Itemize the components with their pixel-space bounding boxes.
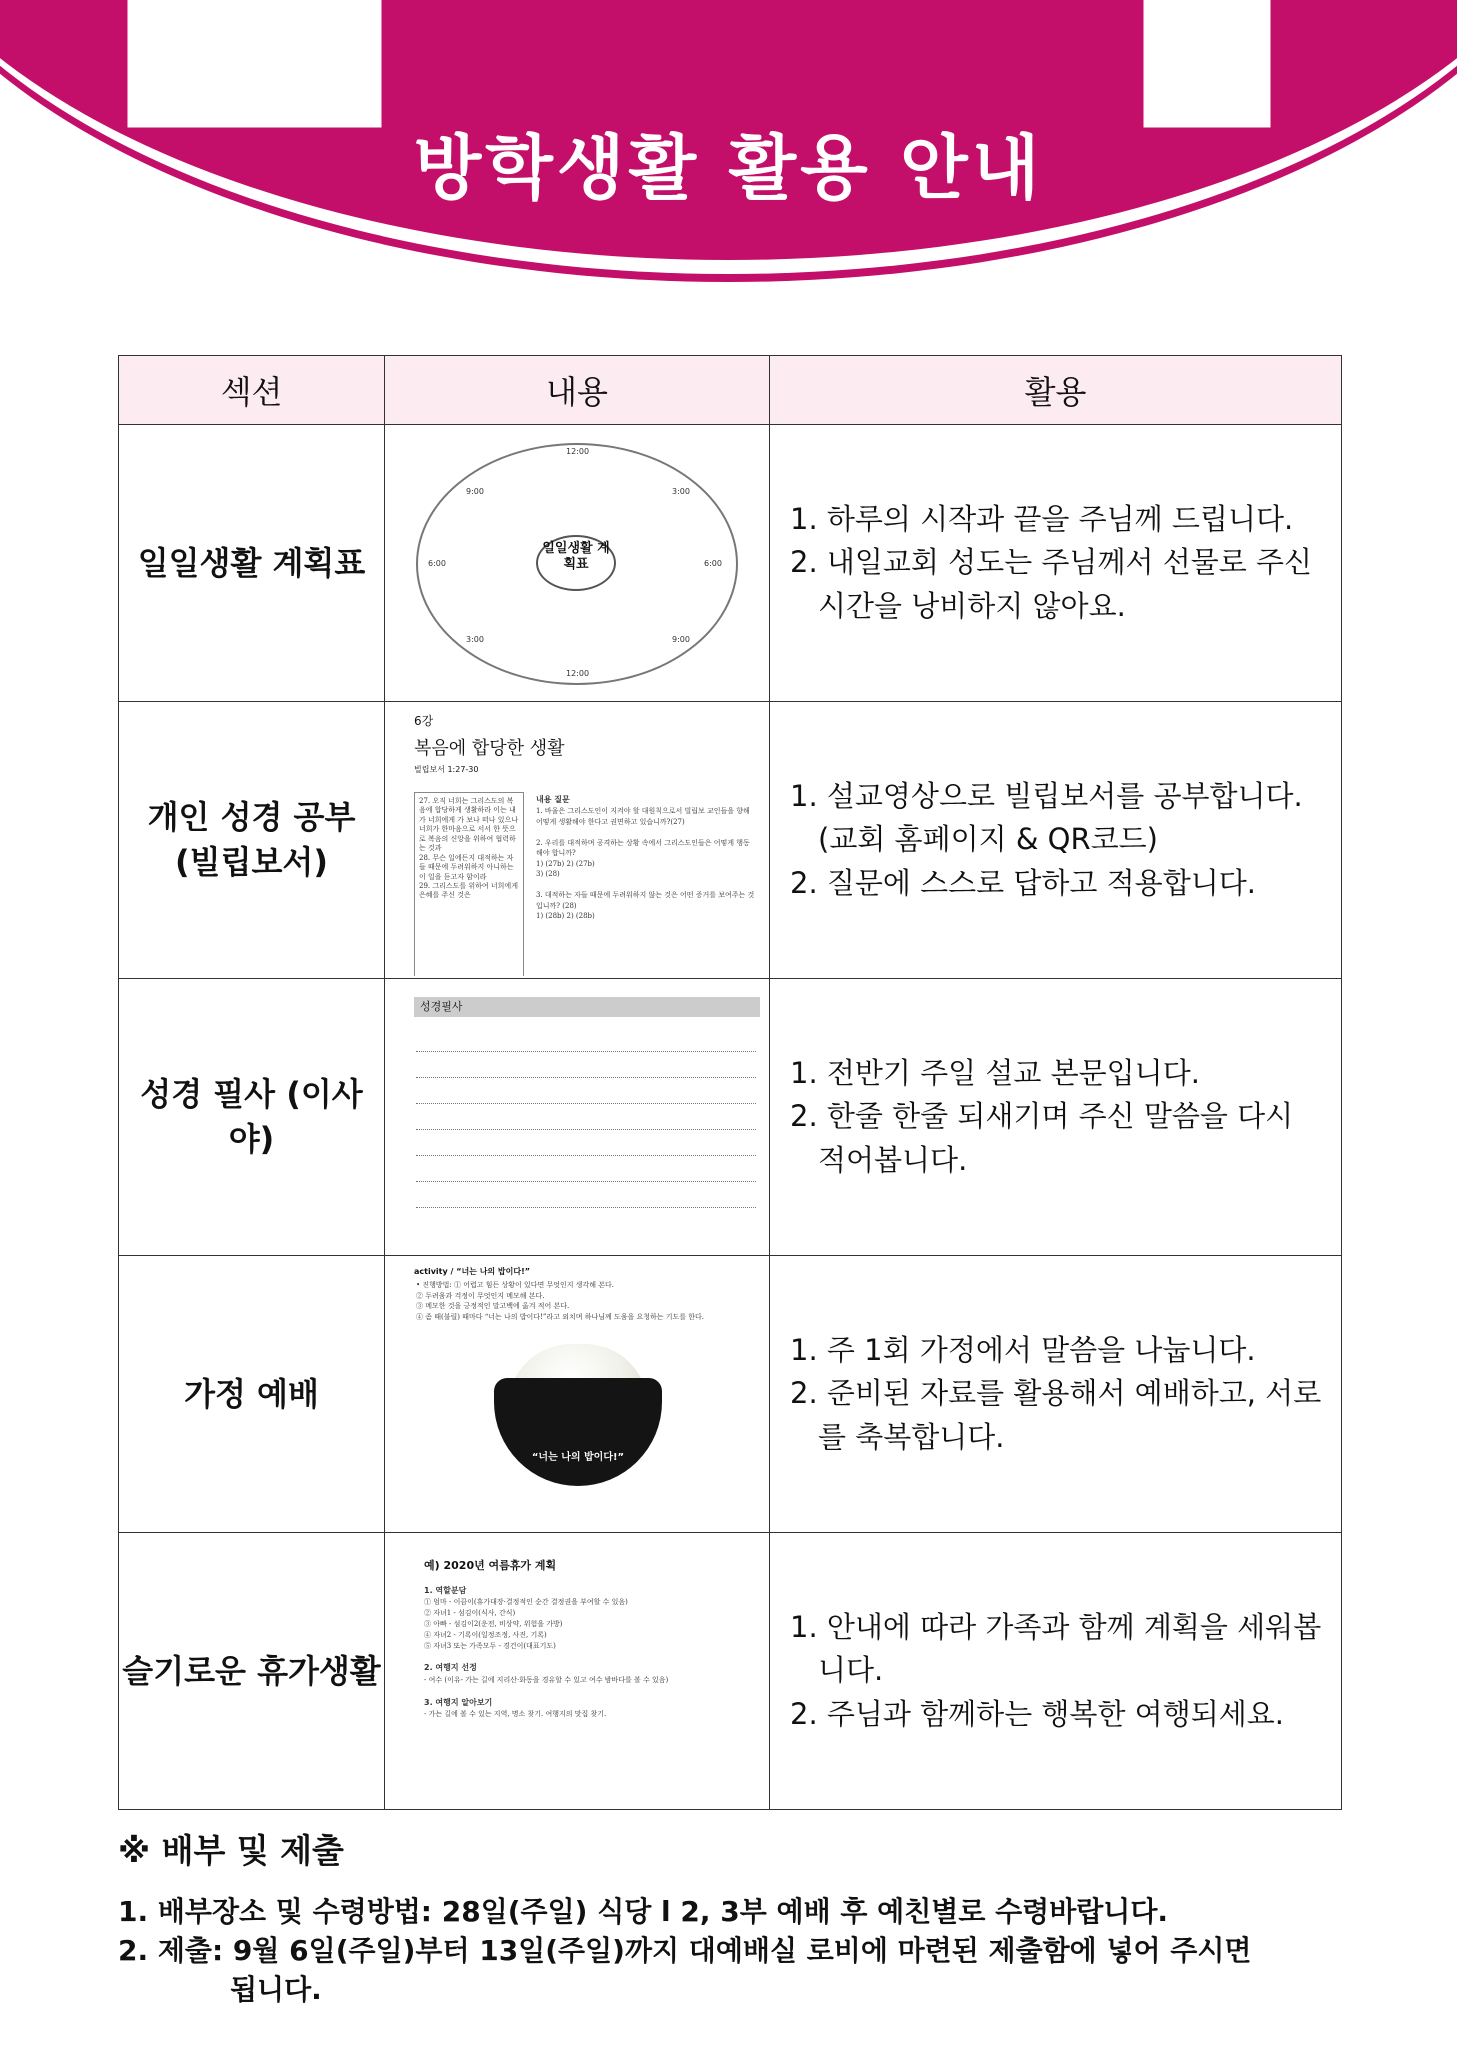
tick-label: 12:00 (566, 669, 590, 678)
column-header: 섹션 (119, 356, 385, 425)
usage-item: 2. 한줄 한줄 되새기며 주신 말씀을 다시 적어봅니다. (790, 1099, 1294, 1177)
tick-label: 3:00 (672, 487, 690, 496)
tick-label: 6:00 (704, 559, 722, 568)
table-row (119, 1533, 1342, 1810)
notes-item: 1. 배부장소 및 수령방법: 28일(주일) 식당 l 2, 3부 예배 후 예친별로 수령바랍니다. (118, 1895, 1169, 1928)
tick-label: 9:00 (672, 635, 690, 644)
bowl-label: “너는 나의 밥이다!” (531, 1452, 625, 1463)
lesson-title: 복음에 합당한 생활 (414, 738, 565, 759)
table-header-row (119, 356, 1342, 425)
content-preview (385, 979, 770, 1256)
page-title: 방학생활 활용 안내 (413, 127, 1044, 209)
writing-line (416, 1207, 756, 1208)
plan-title: 예) 2020년 여름휴가 계획 (424, 1559, 557, 1572)
usage-item: 1. 전반기 주일 설교 본문입니다. (790, 1055, 1200, 1090)
notes-item (118, 1931, 1348, 2009)
usage-cell (770, 1533, 1342, 1810)
usage-item: 1. 설교영상으로 빌립보서를 공부합니다. (교회 홈페이지 & QR코드) (790, 778, 1303, 857)
column-header: 내용 (385, 356, 770, 425)
table-row (119, 425, 1342, 702)
copy-writing-header: 성경필사 (414, 997, 760, 1017)
writing-line (416, 1181, 756, 1182)
section-name: 일일생활 계획표 (119, 425, 385, 702)
section-name: 개인 성경 공부 (빌립보서) (119, 702, 385, 979)
activity-text: • 진행방법: ① 어렵고 힘든 상황이 있다면 무엇인지 생각해 본다. ② 두려움과 걱정이 무엇인지 메모해 본다. ③ 메모한 것을 긍정적인 말고백에 옮겨 적어 본다. ④ 좀 때(불릴) 때마다 “너는 나의 밥이다!”라고 외치며 하나님께 도움을 요청하는 기도를 한다. (416, 1281, 705, 1321)
usage-item: 1. 주 1회 가정에서 말씀을 나눕니다. (790, 1332, 1256, 1367)
lesson-number: 6강 (414, 714, 434, 728)
verse-box: 27. 오직 너희는 그리스도의 복음에 합당하게 생활하라 이는 내가 너희에게 가 보나 떠나 있으나 너희가 한마음으로 서서 한 뜻으로 복음의 신앙을 위하여 협력하는 것과 28. 무슨 일에든지 대적하는 자들 때문에 두려워하지 아니하는 이 일을 듣고자 함이라 29. 그리스도를 위하여 너희에게 은혜를 주신 것은 (414, 792, 524, 976)
usage-item: 1. 안내에 따라 가족과 함께 계획을 세워봅니다. (790, 1609, 1322, 1688)
usage-item: 2. 질문에 스스로 답하고 적용합니다. (790, 865, 1256, 900)
distribution-notes (118, 1825, 1348, 2010)
question-box: 내용 질문 1. 바울은 그리스도인이 지켜야 할 대원칙으로서 빌립보 교인들을 향해 어떻게 생활해야 한다고 권면하고 있습니까?(27) 2. 우리를 대적하며 공격하는 상황 속에서 그리스도인들은 어떻게 행동해야 합니까? 1) (27b) 2) (27b) 3) (28) 3. 대적하는 자들 때문에 두려워하지 않는 것은 어떤 증거를 보여주는 것입니까? (28) 1) (28b) 2) (28b) (536, 795, 755, 920)
lesson-reference: 빌립보서 1:27-30 (414, 765, 479, 774)
plan-text: 1. 역할분담 ① 엄마 - 이끔이(휴가대장·결정적인 순간 결정권을 부여할 수 있음) ② 자녀1 - 섬김이(식사, 간식) ③ 아빠 - 섬김이2(운전, 비상약, 위험을 가방) ④ 자녀2 - 기록이(일정조정, 사진, 기록) ⑤ 자녀3 또는 가족모두 - 경건이(대표기도) 2. 여행지 선정 - 여수 (이유- 가는 길에 지리산·화동을 경유할 수 있고 여수 밤바다를 볼 수 있음) 3. 여행지 알아보기 - 가는 길에 볼 수 있는 지역, 명소 찾기. 여행지의 맛집 찾기. (424, 1586, 669, 1718)
writing-line (416, 1155, 756, 1156)
tick-label: 12:00 (566, 447, 590, 456)
usage-item: 2. 내일교회 성도는 주님께서 선물로 주신 시간을 낭비하지 않아요. (790, 545, 1312, 623)
content-preview (385, 1533, 770, 1810)
guide-table (118, 355, 1342, 1810)
daily-plan-thumbnail (386, 427, 768, 699)
content-preview (385, 1256, 770, 1533)
notes-item-continuation: 됩니다. (230, 1973, 322, 2007)
tick-label: 3:00 (466, 635, 484, 644)
notes-title: ※ 배부 및 제출 (118, 1831, 344, 1870)
usage-item: 1. 하루의 시작과 끝을 주님께 드립니다. (790, 501, 1294, 536)
table-row (119, 1256, 1342, 1533)
writing-line (416, 1077, 756, 1078)
writing-line (416, 1129, 756, 1130)
tick-label: 6:00 (428, 559, 446, 568)
family-worship-thumbnail (386, 1258, 768, 1530)
bowl-image (494, 1378, 662, 1486)
clock-center-label: 일일생활 계획표 (536, 535, 616, 591)
notes-item-text: 2. 제출: 9월 6일(주일)부터 13일(주일)까지 대예배실 로비에 마련된 제출함에 넣어 주시면 (118, 1934, 1252, 1968)
content-preview (385, 702, 770, 979)
writing-line (416, 1051, 756, 1052)
usage-cell (770, 425, 1342, 702)
writing-line (416, 1103, 756, 1104)
table-row (119, 979, 1342, 1256)
content-preview (385, 425, 770, 702)
usage-cell (770, 1256, 1342, 1533)
usage-item: 2. 준비된 자료를 활용해서 예배하고, 서로를 축복합니다. (790, 1376, 1322, 1454)
plan-heading: 3. 여행지 알아보기 (424, 1697, 493, 1707)
section-name: 슬기로운 휴가생활 (119, 1533, 385, 1810)
section-name: 성경 필사 (이사야) (119, 979, 385, 1256)
activity-heading: activity / “너는 나의 밥이다!” (414, 1267, 531, 1276)
plan-heading: 2. 여행지 선정 (424, 1663, 477, 1673)
tick-label: 9:00 (466, 487, 484, 496)
copy-writing-thumbnail (386, 981, 768, 1253)
section-name: 가정 예배 (119, 1256, 385, 1533)
question-heading: 내용 질문 (536, 795, 570, 804)
table-row (119, 702, 1342, 979)
column-header: 활용 (770, 356, 1342, 425)
usage-item: 2. 주님과 함께하는 행복한 여행되세요. (790, 1696, 1284, 1731)
vacation-plan-thumbnail (386, 1535, 768, 1807)
plan-heading: 1. 역할분담 (424, 1586, 467, 1595)
bible-study-thumbnail (386, 704, 768, 976)
usage-cell (770, 702, 1342, 979)
usage-cell (770, 979, 1342, 1256)
